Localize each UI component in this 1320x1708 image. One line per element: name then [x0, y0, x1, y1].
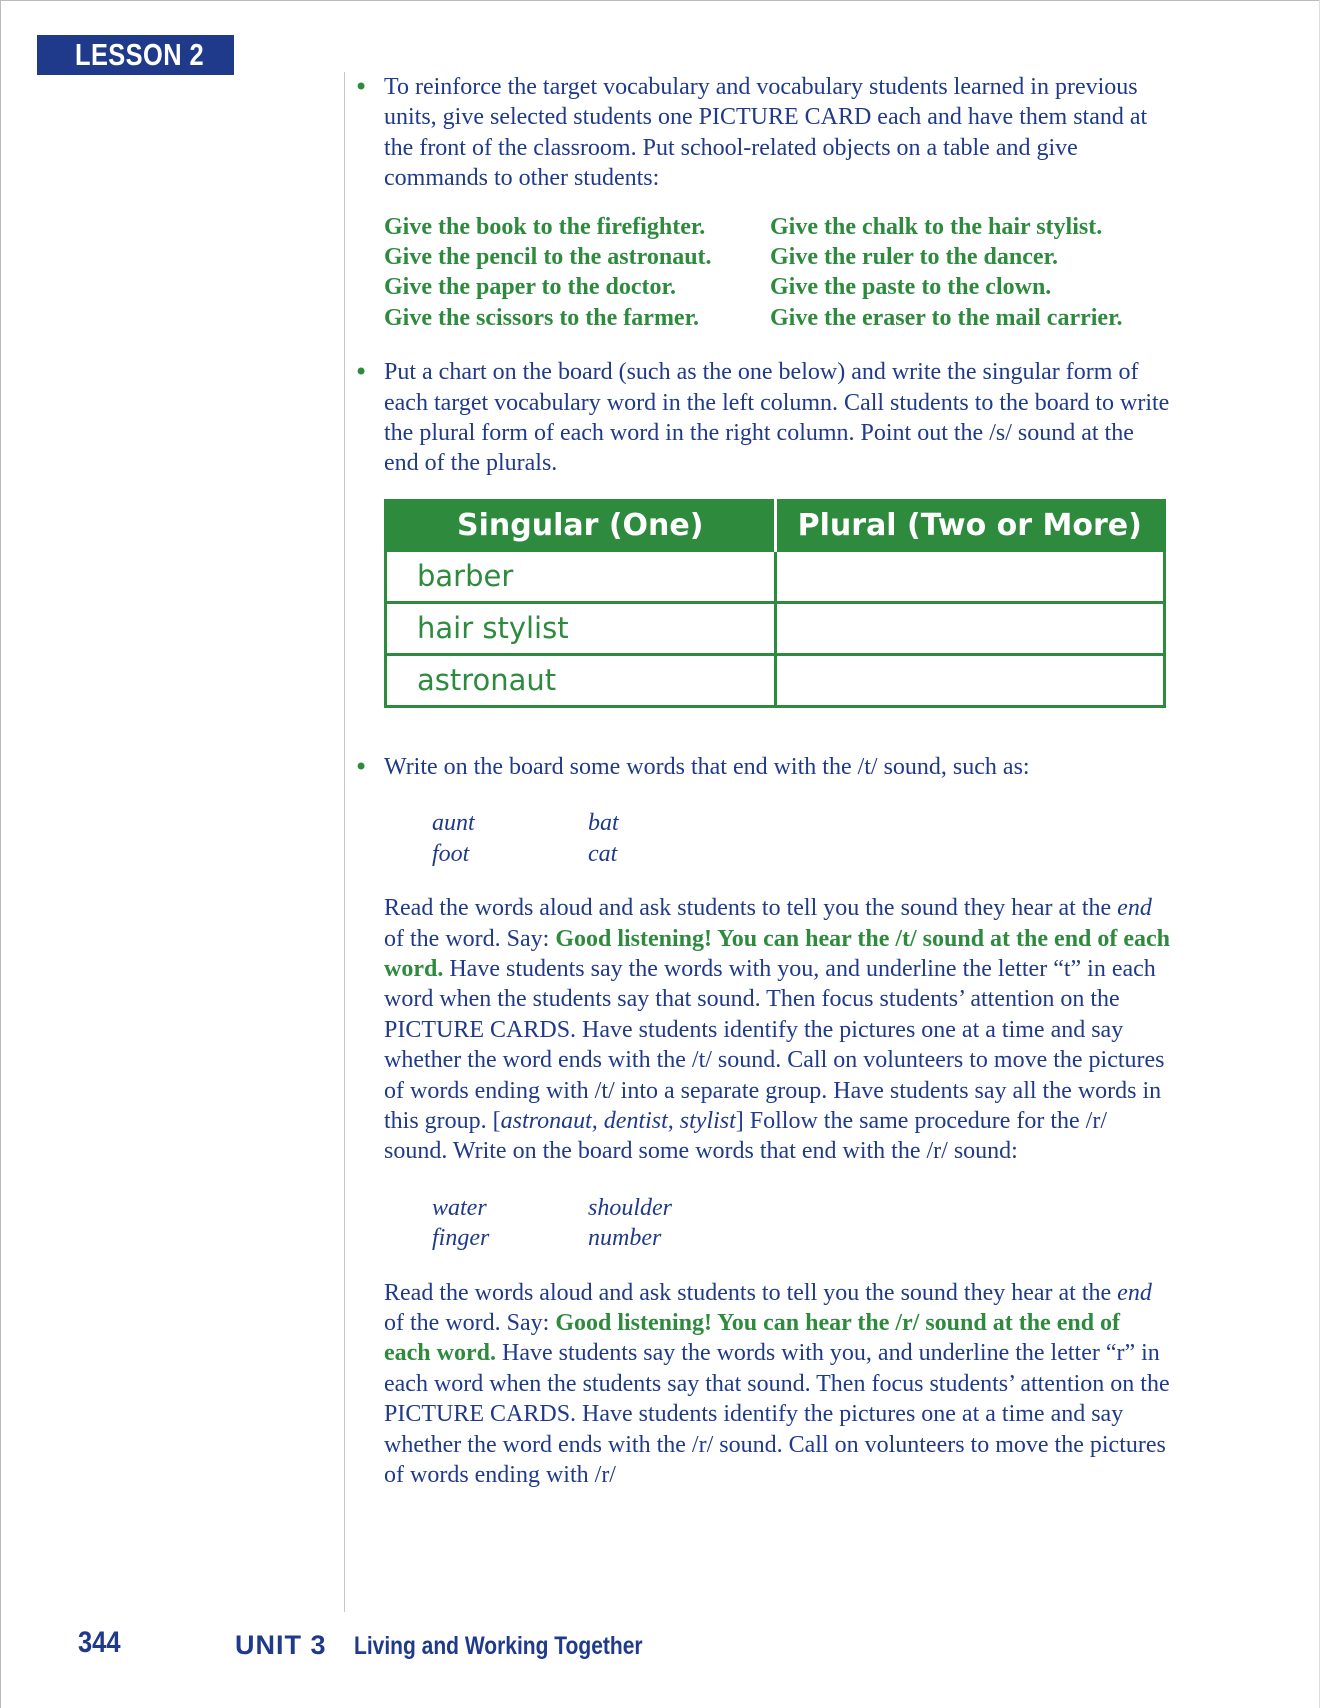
page-number: [78, 1626, 128, 1660]
singular-plural-chart: [384, 499, 1166, 708]
chart-row: [386, 654, 1165, 706]
bullet-item-plural-chart: [352, 357, 1172, 479]
command-item: Give the scissors to the farmer.: [384, 304, 700, 331]
command-item: Give the paste to the clown.: [770, 274, 1052, 301]
t-sound-intro: Write on the board some words that end with the /t/ sound, such as:: [384, 753, 1030, 780]
r-word-examples: [352, 1193, 1172, 1254]
bullet-item-vocabulary: [352, 72, 1172, 194]
chart-header-singular: Singular (One): [386, 500, 776, 550]
teacher-say-text: Good listening! You can hear the /r/ sound at the end of each word.: [384, 1309, 1121, 1367]
example-word: shoulder: [588, 1194, 672, 1221]
chart-header-row: [386, 500, 1165, 550]
command-item: Give the chalk to the hair stylist.: [770, 213, 1103, 240]
command-item: Give the book to the firefighter.: [384, 213, 706, 240]
unit-label: UNIT 3: [235, 1630, 327, 1660]
r-sound-paragraph: [352, 1278, 1172, 1491]
example-word: foot: [432, 840, 470, 867]
chart-row: [386, 602, 1165, 654]
command-item: Give the eraser to the mail carrier.: [770, 304, 1123, 331]
t-sound-paragraph: [352, 893, 1172, 1167]
text-run-italic: end: [1117, 1279, 1152, 1306]
teacher-say-text: Good listening! You can hear the /t/ sound at the end of each word.: [384, 925, 1171, 982]
lesson-label: LESSON 2: [75, 37, 205, 72]
example-word: bat: [588, 810, 619, 837]
text-run: Read the words aloud and ask students to tell you the sound they hear at the: [384, 1279, 1118, 1306]
vocabulary-paragraph: To reinforce the target vocabulary and vocabulary students learned in previous units, give selected students one PICTURE CARD each and have them stand at the front of the classroom. Put school-related objects on a table and give commands to other students:: [384, 74, 1148, 192]
lesson-badge: [37, 35, 234, 75]
t-word-examples: [352, 808, 1172, 869]
chart-row: [386, 550, 1165, 602]
command-item: Give the ruler to the dancer.: [770, 244, 1058, 271]
page-border-left: [0, 0, 1, 1708]
unit-title-text: Living and Working Together: [354, 1632, 643, 1660]
text-run-italic: astronaut, dentist, stylist: [500, 1107, 736, 1134]
text-run: Have students say the words with you, and underline the letter “t” in each word when the students say that sound. Then focus students’ attention on the PICTURE CARDS. Have students identify the pictures one at a time and say whether the word ends with the /t/ sound. Call on volunteers to move the pictures of words ending with /t/ into a separate group. Have students say all the words in this group. [: [384, 955, 1165, 1134]
bullet-icon: •: [354, 358, 369, 387]
example-word: finger: [432, 1225, 490, 1252]
command-item: Give the paper to the doctor.: [384, 274, 676, 301]
chart-cell-singular: barber: [386, 550, 776, 602]
example-word: water: [432, 1194, 487, 1221]
example-word: aunt: [432, 810, 475, 837]
text-run: Read the words aloud and ask students to tell you the sound they hear at the: [384, 895, 1118, 922]
unit-title: [354, 1632, 698, 1661]
chart-cell-singular: hair stylist: [386, 602, 776, 654]
text-run: Have students say the words with you, and underline the letter “r” in each word when the students say that sound. Then focus students’ attention on the PICTURE CARDS. Have students identify the pictures one at a time and say whether the word ends with the /r/ sound. Call on volunteers to move the pictures of words ending with /r/: [384, 1340, 1170, 1488]
bullet-item-sounds: [352, 752, 1172, 782]
chart-cell-plural: [775, 654, 1165, 706]
bullet-icon: •: [354, 73, 369, 101]
text-run: ] Follow the same procedure for the /r/ sound. Write on the board some words that end with the /r/ sound:: [384, 1107, 1108, 1165]
example-word: cat: [588, 840, 618, 867]
chart-cell-singular: astronaut: [386, 654, 776, 706]
bullet-icon: •: [354, 752, 369, 781]
chart-cell-plural: [775, 602, 1165, 654]
example-word: number: [588, 1225, 662, 1252]
main-content: [352, 72, 1172, 1490]
chart-header-plural: Plural (Two or More): [775, 500, 1165, 550]
chart-cell-plural: [775, 550, 1165, 602]
plural-chart-paragraph: Put a chart on the board (such as the one below) and write the singular form of each target vocabulary word in the left column. Call students to the board to write the plural form of each word in the right column. Point out the /s/ sound at the end of the plurals.: [384, 359, 1170, 477]
text-run: of the word. Say:: [384, 1309, 556, 1336]
text-run: of the word. Say:: [384, 925, 556, 952]
text-run-italic: end: [1117, 895, 1152, 922]
command-item: Give the pencil to the astronaut.: [384, 244, 712, 271]
column-divider: [344, 72, 345, 1612]
command-list: [352, 212, 1172, 334]
page-number-text: 344: [78, 1626, 121, 1659]
page-border-top: [0, 0, 1320, 1]
